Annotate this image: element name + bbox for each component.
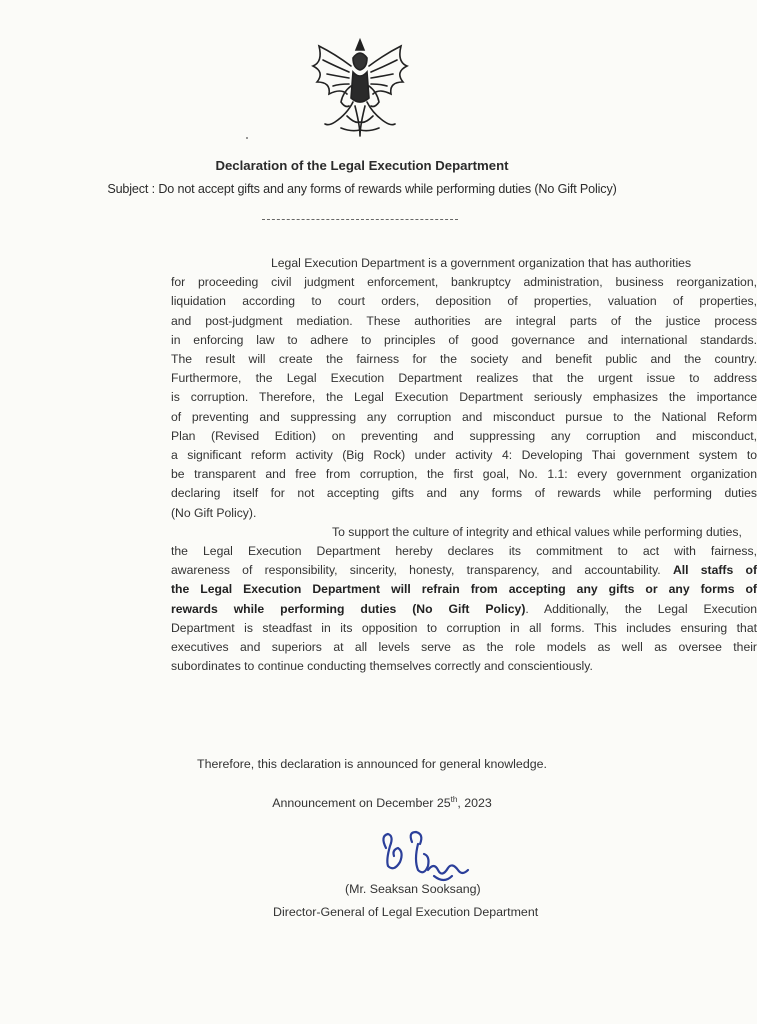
- p2-bold-a: All staffs of: [672, 563, 757, 578]
- speck-mark: [246, 137, 248, 139]
- p2-line-7: subordinates to continue conducting themselves correctly and conscientiously.: [171, 659, 593, 674]
- announcement-prefix: Announcement on December 25: [272, 796, 451, 811]
- p1-line: (No Gift Policy).: [171, 505, 257, 520]
- announcement-suffix: th: [450, 795, 458, 804]
- announcement-date: [0, 795, 724, 810]
- p2-line-6: executives and superiors at all levels serve as the role models as well as oversee their: [171, 640, 757, 655]
- p1-line: for proceeding civil judgment enforcement, bankruptcy administration, business reorganization,: [171, 275, 757, 290]
- p2-line-3-text: awareness of responsibility, sincerity, honesty, transparency, and accountability.: [171, 563, 661, 578]
- p2-line-4: [171, 600, 757, 619]
- p1-line: Furthermore, the Legal Execution Department realizes that the urgent issue to address: [171, 371, 757, 386]
- p1-line: Plan (Revised Edition) on preventing and suppressing any corruption and misconduct,: [171, 428, 757, 443]
- handwritten-signature: [372, 826, 480, 890]
- announcement-year: , 2023: [457, 796, 492, 811]
- p2-after-bold: . Additionally, the Legal Execution: [525, 601, 757, 616]
- p1-line: a significant reform activity (Big Rock) under activity 4: Developing Thai government system to: [171, 448, 757, 463]
- p2-line-1: To support the culture of integrity and ethical values while performing duties,: [332, 524, 742, 539]
- p2-line-2: the Legal Execution Department hereby declares its commitment to act with fairness,: [171, 544, 757, 559]
- p1-line: liquidation according to court orders, deposition of properties, valuation of properties,: [171, 294, 757, 309]
- p1-line: declaring itself for not accepting gifts and any forms of rewards while performing duties: [171, 486, 757, 501]
- closing-statement: Therefore, this declaration is announced for general knowledge.: [197, 757, 547, 771]
- p2-bold-b: the Legal Execution Department will refrain from accepting any gifts or any forms of: [171, 582, 757, 597]
- p1-line: of preventing and suppressing any corruption and misconduct pursue to the National Reform: [171, 409, 757, 424]
- p1-line: in enforcing law to adhere to principles of good governance and international standards.: [171, 332, 757, 347]
- paragraph-2: [171, 523, 757, 677]
- p2-line-5: Department is steadfast in its opposition to corruption in all forms. This includes ensuring that: [171, 620, 757, 635]
- garuda-emblem-icon: [305, 36, 415, 140]
- p2-line-3: [171, 561, 757, 580]
- dashed-divider: [262, 219, 458, 220]
- p1-line: Legal Execution Department is a government organization that has authorities: [271, 256, 692, 270]
- p1-line: and post-judgment mediation. These authorities are integral parts of the justice process: [171, 313, 757, 328]
- paragraph-1: [171, 254, 757, 523]
- p1-line: The result will create the fairness for the society and benefit public and the country.: [171, 352, 757, 367]
- document-title: Declaration of the Legal Execution Department: [215, 158, 509, 173]
- signer-title: Director-General of Legal Execution Department: [273, 905, 539, 919]
- document-subject: Subject : Do not accept gifts and any forms of rewards while performing duties (No Gift Policy): [107, 182, 617, 196]
- declaration-body: [171, 254, 757, 676]
- signer-name: (Mr. Seaksan Sooksang): [345, 882, 481, 896]
- p1-line: be transparent and free from corruption, the first goal, No. 1.1: every government organization: [171, 467, 757, 482]
- p2-bold-c: rewards while performing duties (No Gift Policy): [171, 601, 526, 616]
- p1-line: is corruption. Therefore, the Legal Execution Department seriously emphasizes the importance: [171, 390, 757, 405]
